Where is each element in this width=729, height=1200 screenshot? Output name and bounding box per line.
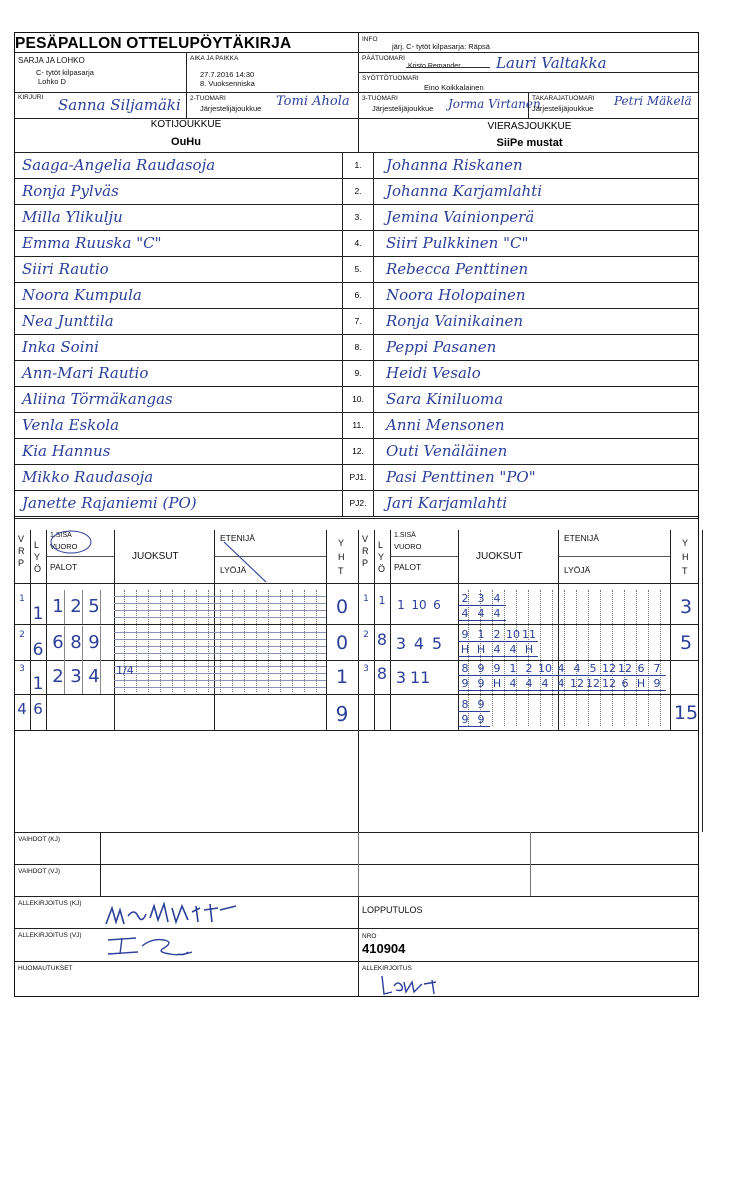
away-row-bottom: H bbox=[476, 643, 486, 656]
away-row-bottom: 12 bbox=[602, 677, 616, 690]
away-row-palo: 3 bbox=[395, 634, 407, 653]
home-header-y: Y bbox=[34, 552, 41, 562]
away-row-top: 10 bbox=[506, 628, 520, 641]
tuomari2-label: 2-TUOMARI bbox=[190, 95, 226, 102]
takara-sub: Järjestelijäjoukkue bbox=[532, 104, 594, 113]
away-header-yht_t: T bbox=[682, 566, 688, 576]
home-player: Inka Soini bbox=[22, 338, 99, 356]
home-header-palot: PALOT bbox=[50, 562, 78, 572]
away-row-bottom: 4 bbox=[493, 607, 501, 620]
home-row-l: 6 bbox=[33, 700, 43, 718]
roster-number: 9. bbox=[354, 368, 362, 378]
lopputulos-label: LOPPUTULOS bbox=[362, 905, 423, 915]
away-row-palo: 4 bbox=[413, 634, 425, 653]
away-row-top: 4 bbox=[493, 592, 501, 605]
away-row-bottom: 4 bbox=[461, 607, 469, 620]
away-header-palot: PALOT bbox=[394, 562, 422, 572]
home-row-yht: 0 bbox=[335, 596, 349, 618]
away-header-p: P bbox=[362, 558, 369, 568]
home-row-palo: 6 bbox=[52, 632, 64, 653]
aika-value-2: 8. Vuoksenniska bbox=[200, 79, 255, 88]
away-row-top: 7 bbox=[653, 662, 661, 675]
away-row-top: 4 bbox=[573, 662, 581, 675]
paatuomari-handwritten: Lauri Valtakka bbox=[496, 54, 607, 72]
away-row-bottom: 12 bbox=[586, 677, 600, 690]
home-header-o: Ö bbox=[34, 564, 42, 574]
roster-number: 4. bbox=[354, 238, 362, 248]
roster-number: 1. bbox=[354, 160, 362, 170]
home-row-yht: 1 bbox=[335, 666, 349, 688]
home-player: Kia Hannus bbox=[22, 442, 111, 460]
away-header-lyoja: LYÖJÄ bbox=[564, 565, 591, 575]
tuomari3-handwritten: Jorma Virtanen bbox=[448, 97, 541, 111]
away-row-palo: 1 bbox=[397, 598, 405, 612]
roster-number: PJ2. bbox=[349, 498, 367, 508]
away-row-bottom: 4 bbox=[557, 677, 565, 690]
roster-number: 6. bbox=[354, 290, 362, 300]
home-player: Noora Kumpula bbox=[22, 286, 142, 304]
away-header-yht_h: H bbox=[682, 552, 689, 562]
allekirjoitus-label: ALLEKIRJOITUS bbox=[362, 965, 412, 972]
home-player: Ann-Mari Rautio bbox=[22, 364, 149, 382]
sarja-value-2: Lohko D bbox=[38, 77, 66, 86]
home-header-yht_t: T bbox=[338, 566, 344, 576]
syottotuomari-label: SYÖTTÖTUOMARI bbox=[362, 75, 419, 82]
away-row-top: 9 bbox=[493, 662, 501, 675]
home-header-p: P bbox=[18, 558, 25, 568]
home-header-sisa: 1.SISÄ bbox=[50, 532, 72, 539]
away-row-top: 12 bbox=[602, 662, 616, 675]
away-player: Jari Karjamlahti bbox=[386, 494, 508, 512]
home-row-l: 6 bbox=[32, 640, 44, 660]
sarja-label: SARJA JA LOHKO bbox=[18, 56, 85, 65]
away-player: Ronja Vainikainen bbox=[386, 312, 524, 330]
home-header-etenija: ETENIJÄ bbox=[220, 533, 255, 543]
away-row-yht: 3 bbox=[679, 596, 693, 618]
vaihdot-vj-label: VAIHDOT (VJ) bbox=[18, 868, 61, 875]
away-row-bottom: 4 bbox=[525, 677, 533, 690]
huomautukset-label: HUOMAUTUKSET bbox=[18, 965, 73, 972]
away-row-bottom: 4 bbox=[477, 607, 485, 620]
away-header-juoksut: JUOKSUT bbox=[476, 551, 523, 562]
home-player: Saaga-Angelia Raudasoja bbox=[22, 156, 216, 174]
home-player: Ronja Pylväs bbox=[22, 182, 119, 200]
away-header-vuoro: VUORO bbox=[394, 542, 422, 551]
away-row-top: 2 bbox=[525, 662, 533, 675]
away-row-top: 12 bbox=[618, 662, 632, 675]
away-header-sisa: 1.SISÄ bbox=[394, 532, 416, 539]
home-row-palo: 5 bbox=[88, 596, 100, 617]
roster-number: 12. bbox=[352, 446, 364, 456]
away-header-v: V bbox=[362, 534, 369, 544]
away-header-yht_y: Y bbox=[682, 538, 689, 548]
away-row-top: 11 bbox=[522, 628, 536, 641]
away-row-l: 8 bbox=[376, 630, 388, 649]
roster-number: 7. bbox=[354, 316, 362, 326]
home-player: Janette Rajaniemi (PO) bbox=[22, 494, 197, 512]
home-row-v: 4 bbox=[17, 700, 27, 718]
away-row-yht: 5 bbox=[679, 632, 693, 654]
roster-number: 3. bbox=[354, 212, 362, 222]
takara-label: TAKARAJATUOMARI bbox=[532, 95, 595, 102]
away-row-top: 5 bbox=[589, 662, 597, 675]
home-row-palo: 1 bbox=[52, 596, 64, 617]
home-row-l: 1 bbox=[32, 674, 44, 694]
away-row-top: 3 bbox=[477, 592, 485, 605]
away-row-bottom: 4 bbox=[493, 643, 501, 656]
away-row-palo: 6 bbox=[433, 598, 441, 612]
away-header-y: Y bbox=[378, 552, 385, 562]
tuomari2-handwritten: Tomi Ahola bbox=[276, 94, 350, 109]
home-header-juoksut: JUOKSUT bbox=[132, 551, 179, 562]
home-player: Aliina Törmäkangas bbox=[22, 390, 173, 408]
home-team-label: KOTIJOUKKUE bbox=[150, 119, 222, 130]
home-row-yht: 9 bbox=[335, 702, 349, 726]
away-team-label: VIERASJOUKKUE bbox=[487, 121, 572, 132]
home-player: Nea Junttila bbox=[22, 312, 114, 330]
away-row-bottom: H bbox=[636, 677, 646, 690]
away-row-top: 1 bbox=[509, 662, 517, 675]
away-row-top: 9 bbox=[461, 628, 469, 641]
away-row-top: 10 bbox=[538, 662, 552, 675]
away-row-palo: 5 bbox=[431, 634, 443, 653]
home-row-mark: 1/4 bbox=[116, 664, 134, 677]
roster-number: PJ1. bbox=[349, 472, 367, 482]
away-row-bottom: 4 bbox=[509, 677, 517, 690]
tuomari2-sub: Järjestelijäjoukkue bbox=[200, 104, 262, 113]
away-row-top: 6 bbox=[637, 662, 645, 675]
away-player: Johanna Karjamlahti bbox=[386, 182, 543, 200]
home-row-v: 1 bbox=[19, 594, 25, 604]
away-row-bottom: 6 bbox=[621, 677, 629, 690]
kirjuri-label: KIRJURI bbox=[18, 94, 44, 101]
away-row-top: 8 bbox=[461, 662, 469, 675]
home-player: Venla Eskola bbox=[22, 416, 120, 434]
form-border bbox=[14, 32, 699, 997]
home-header-vuoro: VUORO bbox=[50, 542, 78, 551]
paatuomari-label: PÄÄTUOMARI bbox=[362, 55, 405, 62]
away-row-palo: 11 bbox=[410, 668, 431, 687]
home-row-palo: 8 bbox=[70, 632, 82, 653]
tuomari3-sub: Järjestelijäjoukkue bbox=[372, 104, 434, 113]
allekirjoitus-kj-label: ALLEKIRJOITUS (KJ) bbox=[18, 900, 82, 907]
away-row-top: 2 bbox=[493, 628, 501, 641]
away-row-top: 8 bbox=[461, 698, 469, 711]
home-row-palo: 2 bbox=[52, 666, 64, 687]
home-row-palo: 4 bbox=[88, 666, 100, 687]
away-player: Heidi Vesalo bbox=[386, 364, 481, 382]
sarja-value-1: C- tytöt kilpasarja bbox=[36, 68, 94, 77]
away-header-etenija: ETENIJÄ bbox=[564, 533, 599, 543]
away-row-top: 1 bbox=[477, 628, 485, 641]
home-header-lyoja: LYÖJÄ bbox=[220, 565, 247, 575]
roster-number: 2. bbox=[354, 186, 362, 196]
away-row-l: 8 bbox=[376, 664, 388, 683]
away-row-v: 2 bbox=[363, 630, 369, 640]
away-row-bottom: 9 bbox=[477, 677, 485, 690]
home-row-palo: 3 bbox=[70, 666, 82, 687]
away-player: Noora Holopainen bbox=[386, 286, 526, 304]
away-row-l: 1 bbox=[378, 594, 386, 607]
away-player: Pasi Penttinen "PO" bbox=[386, 468, 536, 486]
aika-label: AIKA JA PAIKKA bbox=[190, 55, 239, 62]
home-header-v: V bbox=[18, 534, 25, 544]
away-row-v: 3 bbox=[363, 664, 369, 674]
document-title: PESÄPALLON OTTELUPÖYTÄKIRJA bbox=[15, 35, 292, 52]
roster-number: 11. bbox=[352, 420, 364, 430]
home-header-yht_y: Y bbox=[338, 538, 345, 548]
nro-value: 410904 bbox=[362, 941, 406, 956]
syottotuomari-value: Eino Koikkalainen bbox=[424, 83, 484, 92]
home-player: Milla Ylikulju bbox=[22, 208, 123, 226]
home-header-l: L bbox=[34, 540, 40, 550]
away-player: Outi Venäläinen bbox=[386, 442, 508, 460]
away-row-top: 9 bbox=[477, 698, 485, 711]
takara-handwritten: Petri Mäkelä bbox=[614, 94, 692, 108]
away-player: Sara Kiniluoma bbox=[386, 390, 504, 408]
away-header-r: R bbox=[362, 546, 369, 556]
away-header-l: L bbox=[378, 540, 384, 550]
away-row-bottom: 9 bbox=[477, 713, 485, 726]
allekirjoitus-vj-label: ALLEKIRJOITUS (VJ) bbox=[18, 932, 82, 939]
roster-number: 8. bbox=[354, 342, 362, 352]
home-header-yht_h: H bbox=[338, 552, 345, 562]
away-row-yht: 15 bbox=[673, 702, 699, 724]
aika-value-1: 27.7.2016 14:30 bbox=[200, 70, 255, 79]
away-row-v: 1 bbox=[363, 594, 369, 604]
tuomari3-label: 3-TUOMARI bbox=[362, 95, 398, 102]
roster-number: 5. bbox=[354, 264, 362, 274]
away-row-bottom: 9 bbox=[461, 713, 469, 726]
away-row-bottom: H bbox=[460, 643, 470, 656]
nro-label: NRO bbox=[362, 933, 377, 940]
away-row-palo: 10 bbox=[411, 598, 427, 612]
away-row-palo: 3 bbox=[395, 668, 407, 687]
away-player: Jemina Vainionperä bbox=[386, 208, 535, 226]
home-player: Mikko Raudasoja bbox=[22, 468, 154, 486]
home-team-name: OuHu bbox=[171, 136, 201, 148]
info-label: INFO bbox=[362, 36, 378, 43]
home-player: Siiri Rautio bbox=[22, 260, 109, 278]
away-header-o: Ö bbox=[378, 564, 386, 574]
home-row-palo: 9 bbox=[88, 632, 100, 653]
away-row-top: 2 bbox=[461, 592, 469, 605]
vaihdot-kj-label: VAIHDOT (KJ) bbox=[18, 836, 61, 843]
away-player: Siiri Pulkkinen "C" bbox=[386, 234, 529, 252]
away-player: Anni Mensonen bbox=[386, 416, 505, 434]
info-value: järj. C- tytöt kilpasarja: Räpsä bbox=[392, 42, 490, 51]
home-row-palo: 2 bbox=[70, 596, 82, 617]
home-row-yht: 0 bbox=[335, 632, 349, 654]
away-player: Peppi Pasanen bbox=[386, 338, 497, 356]
away-row-bottom: 9 bbox=[653, 677, 661, 690]
kirjuri-handwritten: Sanna Siljamäki bbox=[58, 96, 181, 114]
home-row-l: 1 bbox=[32, 604, 44, 624]
home-row-v: 2 bbox=[19, 630, 25, 640]
away-row-top: 4 bbox=[557, 662, 565, 675]
roster-number: 10. bbox=[352, 394, 364, 404]
away-player: Johanna Riskanen bbox=[386, 156, 523, 174]
away-row-bottom: H bbox=[492, 677, 502, 690]
away-row-bottom: 9 bbox=[461, 677, 469, 690]
away-row-bottom: 4 bbox=[509, 643, 517, 656]
home-player: Emma Ruuska "C" bbox=[22, 234, 162, 252]
away-team-name: SiiPe mustat bbox=[496, 137, 563, 149]
home-row-v: 3 bbox=[19, 664, 25, 674]
away-row-bottom: H bbox=[524, 643, 534, 656]
home-header-r: R bbox=[18, 546, 25, 556]
away-player: Rebecca Penttinen bbox=[386, 260, 529, 278]
away-row-bottom: 4 bbox=[541, 677, 549, 690]
away-row-top: 9 bbox=[477, 662, 485, 675]
away-row-bottom: 12 bbox=[570, 677, 584, 690]
paatuomari-printed: Kristo Remander bbox=[408, 63, 461, 70]
